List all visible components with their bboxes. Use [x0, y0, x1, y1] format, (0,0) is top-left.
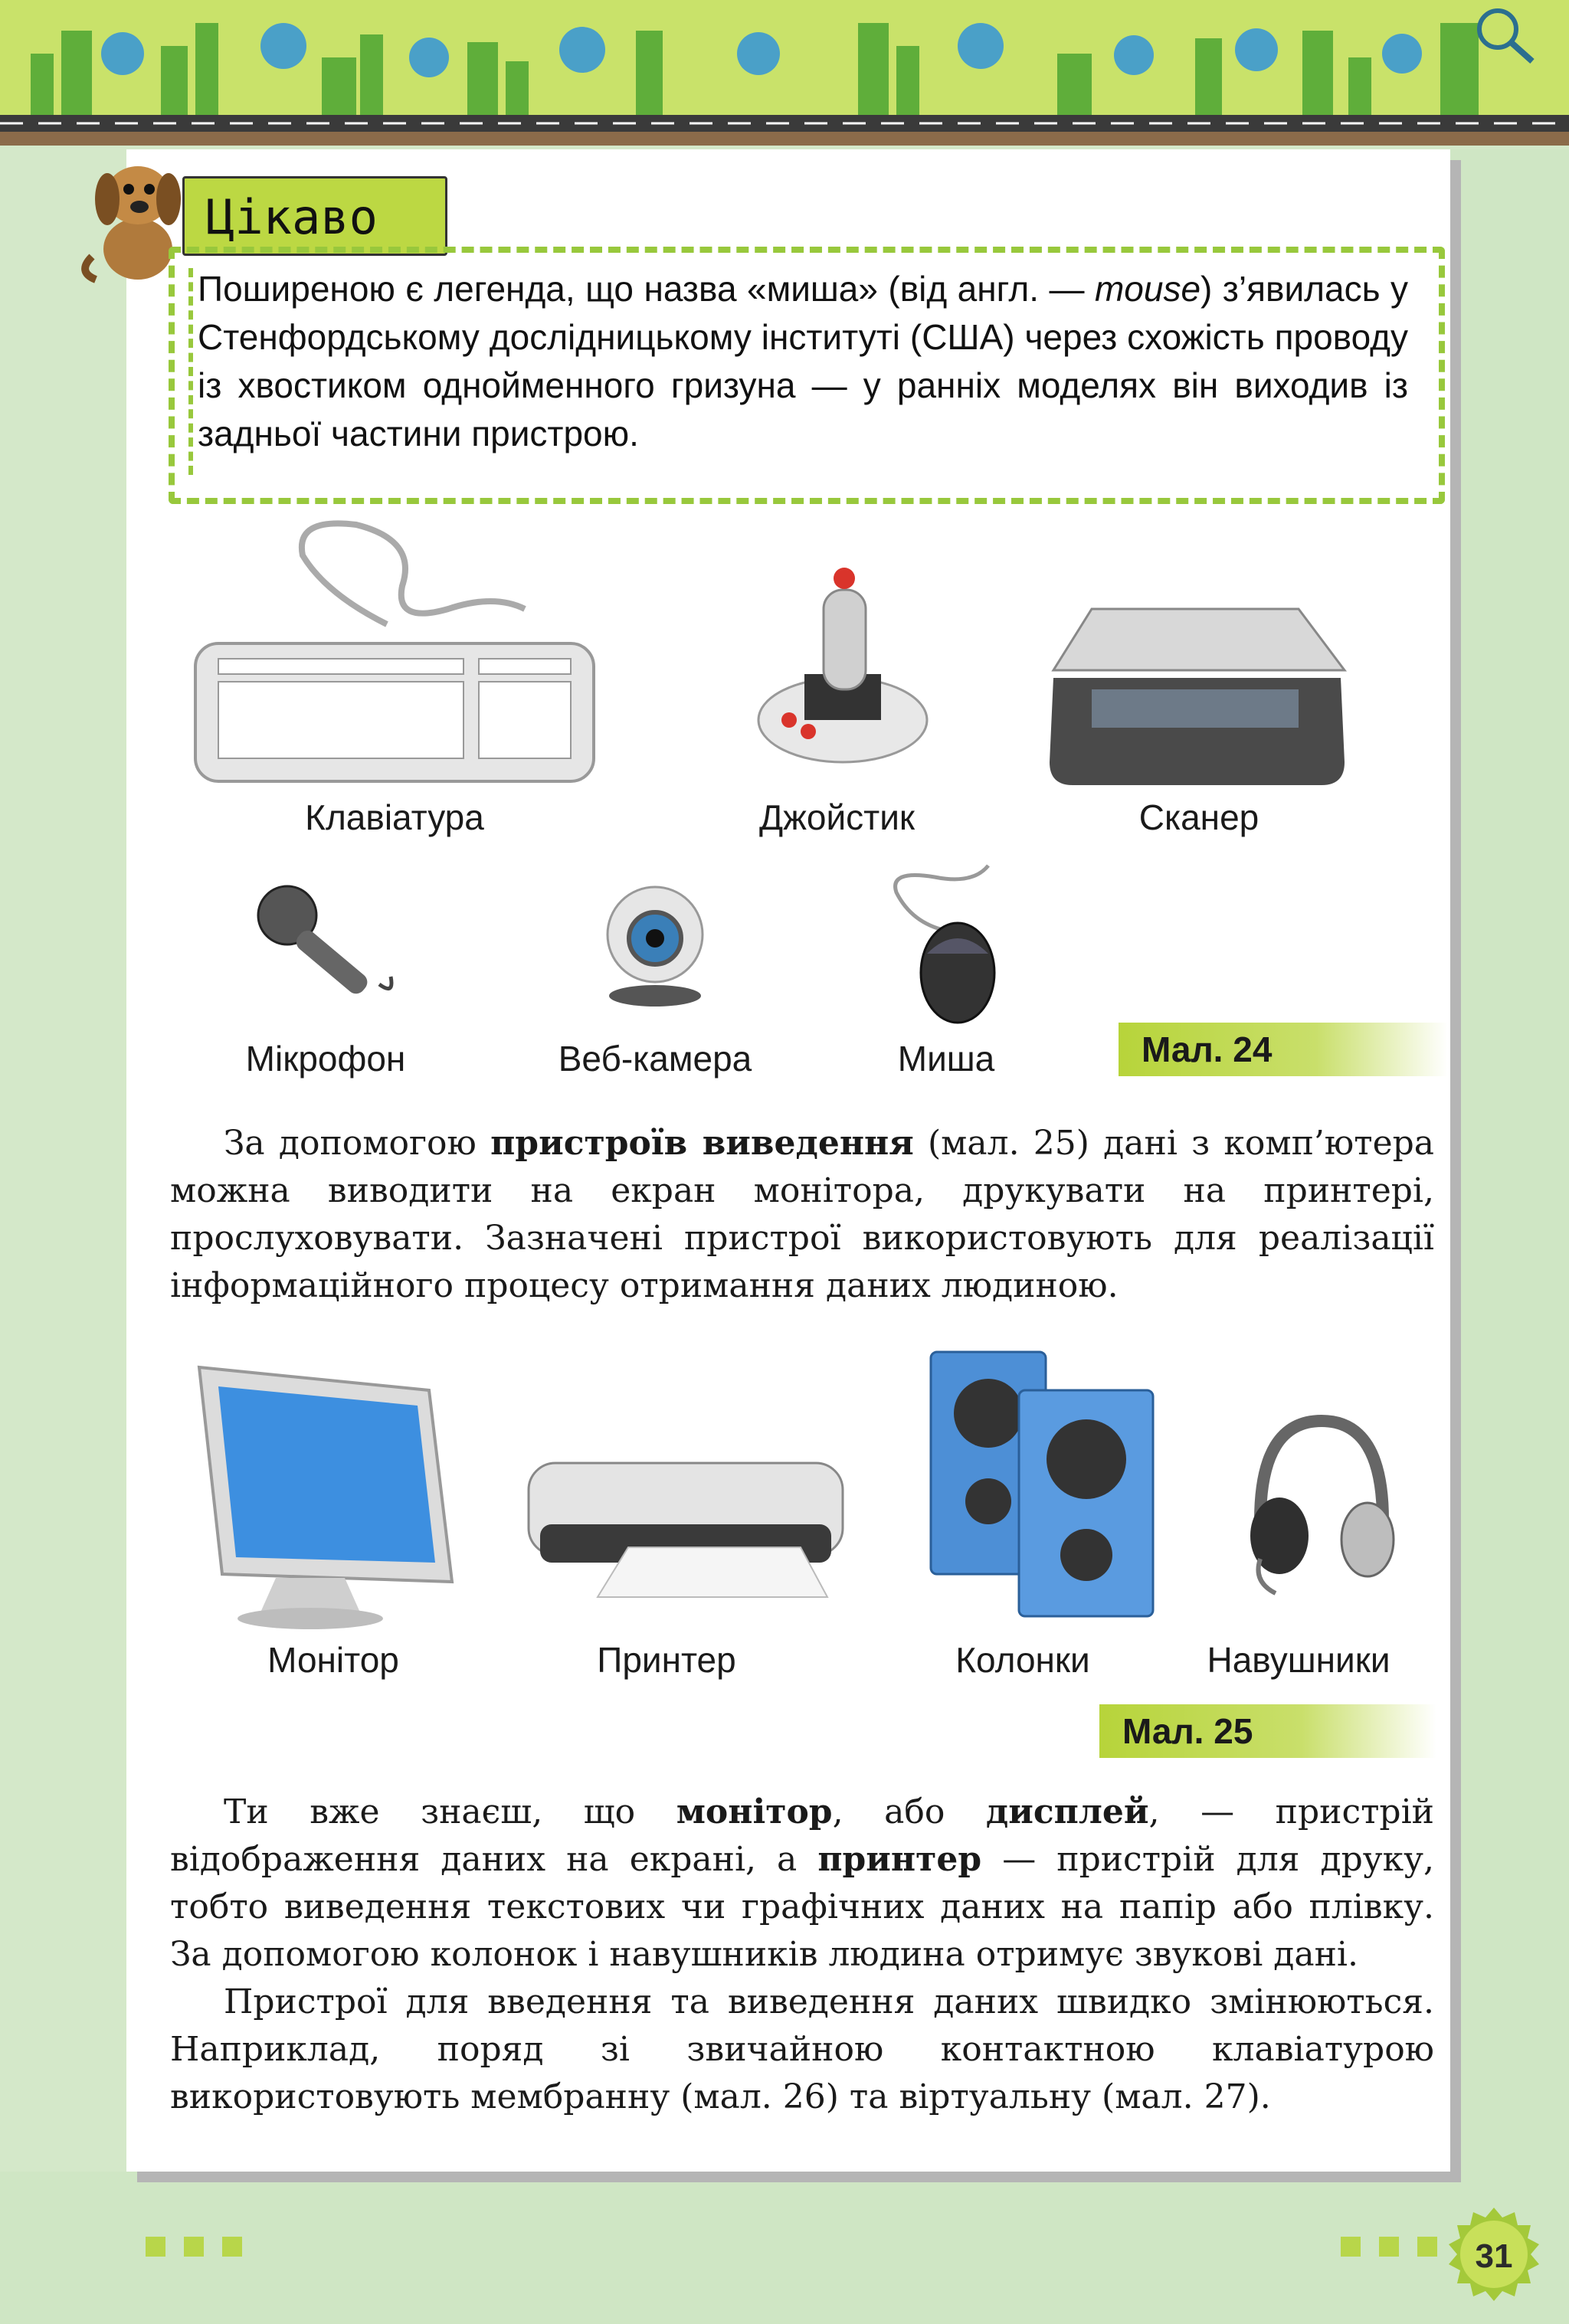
note-text-italic: mouse [1094, 269, 1201, 309]
keyboard-icon [188, 509, 601, 793]
paragraph-text: , — пристрій відображення даних на екрані, а [170, 1792, 1434, 1879]
city-banner [0, 0, 1569, 146]
device-label-microphone: Мікрофон [245, 1039, 406, 1079]
note-text-part: Поширеною є легенда, що назва «миша» (від англ. — [198, 269, 1095, 309]
paragraph-bold: монітор [676, 1792, 833, 1831]
device-label-headphones: Навушники [1207, 1640, 1390, 1680]
monitor-icon [192, 1360, 467, 1632]
headphones-icon [1230, 1406, 1398, 1601]
paragraph-text: Ти вже знаєш, що [224, 1792, 676, 1831]
device-label-mouse: Миша [897, 1039, 995, 1079]
figure-25-label: Мал. 25 [1099, 1704, 1436, 1758]
device-label-joystick: Джойстик [758, 797, 916, 837]
paragraph-bold: пристроїв виведення [490, 1124, 914, 1163]
paragraph-bold: дисплей [985, 1792, 1149, 1831]
page-number-badge [1444, 2206, 1544, 2306]
paragraph-devices-change: Пристрої для введення та виведення даних швидко змінюються. Наприклад, поряд зі звичайною контактною клавіатурою використовують мембранну (мал. 26) та віртуальну (мал. 27). [170, 1982, 1434, 2116]
scanner-icon [1046, 594, 1348, 793]
mouse-icon [843, 862, 1019, 1026]
paragraph-bold: принтер [817, 1840, 982, 1879]
interesting-title-box [182, 176, 447, 256]
device-label-printer: Принтер [597, 1640, 736, 1680]
device-label-speakers: Колонки [955, 1640, 1090, 1680]
paragraph-monitor-printer [170, 1789, 1434, 2121]
side-decoration [1450, 149, 1569, 2324]
paragraph-text: — пристрій для друку, тобто виведення текстових чи графічних даних на папір або плівку. За допомогою колонок і навушників людина отримує звукові дані. [170, 1840, 1435, 1974]
printer-icon [525, 1448, 847, 1601]
paragraph-text: (мал. 25) дані з комп’ютера можна виводити на екран монітора, друкувати на принтері, прослуховувати. Зазначені пристрої використовують для реалізації інформаційного процесу отримання даних людиною. [170, 1124, 1434, 1305]
webcam-icon [590, 881, 720, 1011]
note-text [198, 265, 1408, 458]
paragraph-output-devices [170, 1120, 1434, 1310]
microphone-icon [253, 881, 414, 1003]
interesting-note [169, 247, 1445, 504]
note-text-part: ) з’явилась у Стенфордському дослідницькому інституті (США) через схожість проводу із хвостиком однойменного гризуна — у ранніх моделях він виходив із задньої частини пристрою. [198, 269, 1408, 453]
note-title: Цікаво [206, 189, 378, 245]
speakers-icon [927, 1348, 1157, 1620]
device-label-monitor: Монітор [267, 1640, 399, 1680]
joystick-icon [747, 559, 938, 774]
paragraph-text: За допомогою [224, 1124, 491, 1163]
paragraph-text: , або [832, 1792, 986, 1831]
page-number: 31 [1475, 2237, 1513, 2275]
device-label-webcam: Веб-камера [558, 1039, 752, 1079]
device-label-scanner: Сканер [1138, 797, 1259, 837]
device-label-keyboard: Клавіатура [305, 797, 484, 837]
figure-24-label: Мал. 24 [1119, 1023, 1448, 1076]
